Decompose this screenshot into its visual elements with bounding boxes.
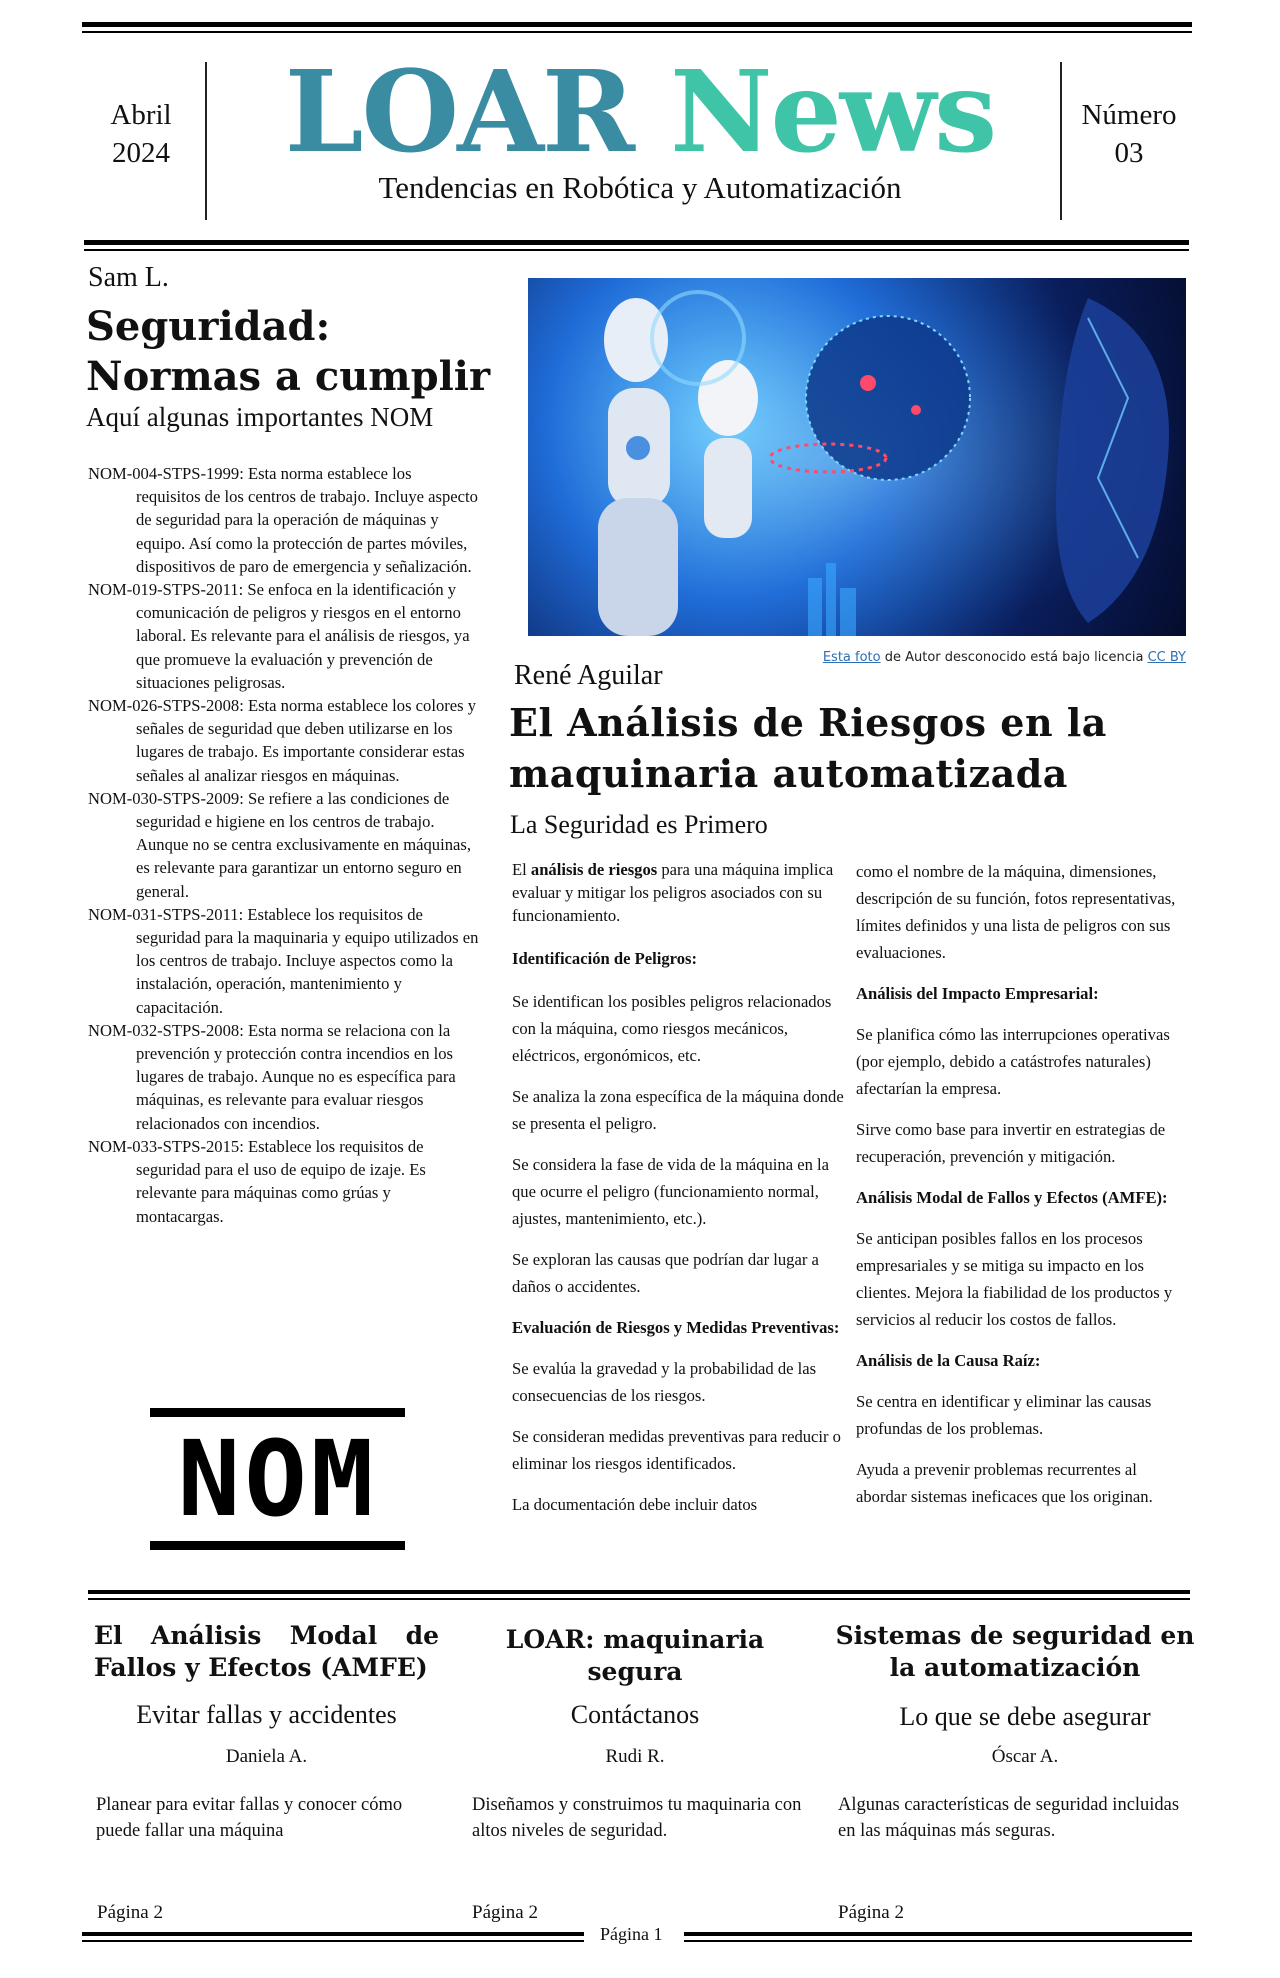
footer-page-number: Página 1 bbox=[600, 1924, 663, 1944]
footer-rule-right-thin bbox=[684, 1940, 1192, 1942]
left-article-subheadline: Aquí algunas importantes NOM bbox=[86, 402, 434, 432]
main-article-column-2: como el nombre de la máquina, dimensiones, descripción de su función, fotos representativas, límites definidos y una lista de peligros con sus evaluaciones. Análisis del Impacto Empresarial: Se planifica cómo las interrupciones operativas (por ejemplo, debido a catástrofes naturales) afectarían la empresa. Sirve como base para invertir en estrategias de recuperación, prevención y mitigación. Análisis Modal de Fallos y Efectos (AMFE): Se anticipan posibles fallos en los procesos empresariales y se mitiga su impacto en los clientes. Mejora la fiabilidad de los productos y servicios al reducir los costos de fallos. Análisis de la Causa Raíz: Se centra en identificar y eliminar las causas profundas de los problemas. Ayuda a prevenir problemas recurrentes al abordar sistemas ineficaces que los originan. bbox=[856, 862, 1176, 1506]
nom-logo-top-bar bbox=[150, 1408, 405, 1417]
robot-head-icon bbox=[604, 298, 668, 382]
top-rule-thick bbox=[82, 22, 1192, 27]
license-link[interactable]: CC BY bbox=[1147, 650, 1186, 665]
issue-number: Número 03 bbox=[1081, 99, 1177, 169]
list-item: NOM-030-STPS-2009: Se refiere a las condiciones de seguridad e higiene en los centros de trabajo. Aunque no se centra exclusivamente en máquinas, es relevante para garantizar un entorno seguro en general. bbox=[88, 788, 471, 901]
masthead-bottom-rule-thin bbox=[84, 249, 1189, 251]
teaser-title-sistemas: Sistemas de seguridad en la automatización bbox=[835, 1621, 1195, 1682]
teaser-sub-loar: Contáctanos bbox=[570, 1700, 700, 1729]
issue-date: Abril 2024 bbox=[110, 99, 172, 169]
teaser-body-loar: Diseñamos y construimos tu maquinaria con altos niveles de seguridad. bbox=[472, 1795, 802, 1841]
list-item: NOM-019-STPS-2011: Se enfoca en la identificación y comunicación de peligros y riesgos en el entorno laboral. Es relevante para el análisis de riesgos, ya que promueve la evaluación y prevención de situaciones peligrosas. bbox=[88, 580, 470, 692]
photo-credit: Esta foto de Autor desconocido está bajo licencia CC BY bbox=[822, 650, 1186, 665]
teaser-author-sistemas: Óscar A. bbox=[991, 1746, 1059, 1767]
footer-rule-left-thick bbox=[82, 1932, 584, 1936]
left-article-headline: Seguridad: Normas a cumplir bbox=[86, 303, 491, 400]
teaser-page-amfe: Página 2 bbox=[97, 1902, 163, 1923]
masthead-title-part2: News bbox=[670, 47, 996, 178]
list-item: NOM-026-STPS-2008: Esta norma establece los colores y señales de seguridad que deben utilizarse en los lugares de trabajo. Es importante considerar estas señales al analizar riesgos en máquinas. bbox=[88, 696, 477, 785]
nom-logo-bottom-bar bbox=[150, 1541, 405, 1550]
hero-robot-image bbox=[528, 278, 1186, 636]
list-item: NOM-033-STPS-2015: Establece los requisitos de seguridad para el uso de equipo de izaje. Es relevante para máquinas como grúas y montacargas. bbox=[88, 1136, 426, 1226]
masthead-tagline: Tendencias en Robótica y Automatización bbox=[378, 170, 902, 205]
bottom-section-rule-thick bbox=[88, 1590, 1190, 1594]
left-article-author: Sam L. bbox=[88, 262, 169, 293]
bottom-section-rule-thin bbox=[88, 1598, 1190, 1600]
masthead-divider-right bbox=[1060, 62, 1062, 220]
teaser-title-amfe: El Análisis Modal de Fallos y Efectos (AMFE) bbox=[94, 1621, 439, 1682]
main-article-column-1: El análisis de riesgos para una máquina implica evaluar y mitigar los peligros asociados con su funcionamiento. Identificación de Peligros: Se identifican los posibles peligros relacionados con la máquina, como riesgos mecánicos, eléctricos, ergonómicos, etc. Se analiza la zona específica de la máquina donde se presenta el peligro. Se considera la fase de vida de la máquina en la que ocurre el peligro (funcionamiento normal, ajustes, mantenimiento, etc.). Se exploran las causas que podrían dar lugar a daños o accidentes. Evaluación de Riesgos y Medidas Preventivas: Se evalúa la gravedad y la probabilidad de las consecuencias de los riesgos. Se consideran medidas preventivas para reducir o eliminar los riesgos identificados. La documentación debe incluir datos bbox=[512, 860, 844, 1514]
list-item: NOM-032-STPS-2008: Esta norma se relaciona con la prevención y protección contra incendios en los lugares de trabajo. Aunque no es específica para máquinas, es relevante para evaluar riesgos relacionados con incendios. bbox=[88, 1020, 456, 1133]
main-article-author: René Aguilar bbox=[514, 660, 663, 691]
main-article-headline: El Análisis de Riesgos en la maquinaria automatizada bbox=[509, 700, 1107, 796]
footer-rule-right-thick bbox=[684, 1932, 1192, 1936]
teaser-sub-sistemas: Lo que se debe asegurar bbox=[899, 1702, 1151, 1731]
top-rule-thin bbox=[82, 31, 1192, 33]
nom-logo bbox=[150, 1408, 405, 1550]
list-item: NOM-004-STPS-1999: Esta norma establece los requisitos de los centros de trabajo. Incluye aspecto de seguridad para la operación de máquinas y equipo. Así como la protección de partes móviles, dispositivos de paro de emergencia y señalización. bbox=[88, 464, 478, 576]
nom-logo-text: NOM bbox=[177, 1418, 378, 1540]
teaser-body-amfe: Planear para evitar fallas y conocer cómo puede fallar una máquina bbox=[96, 1795, 403, 1841]
footer-rule-left-thin bbox=[82, 1940, 584, 1942]
teaser-sub-amfe: Evitar fallas y accidentes bbox=[136, 1700, 397, 1729]
photo-credit-link[interactable]: Esta foto bbox=[822, 650, 881, 665]
teaser-page-sistemas: Página 2 bbox=[838, 1902, 904, 1923]
teaser-author-amfe: Daniela A. bbox=[225, 1746, 308, 1767]
masthead-title-part1: LOAR bbox=[284, 47, 634, 178]
teaser-body-sistemas: Algunas características de seguridad incluidas en las máquinas más seguras. bbox=[838, 1795, 1180, 1841]
masthead-title bbox=[210, 48, 1070, 178]
teaser-title-loar: LOAR: maquinaria segura bbox=[505, 1625, 765, 1686]
main-article-subheadline: La Seguridad es Primero bbox=[510, 810, 768, 839]
teaser-author-loar: Rudi R. bbox=[605, 1746, 665, 1767]
hero-illustration bbox=[528, 278, 1186, 636]
nom-standards-list bbox=[88, 462, 480, 1228]
teaser-page-loar: Página 2 bbox=[472, 1902, 538, 1923]
masthead-divider-left bbox=[205, 62, 207, 220]
list-item: NOM-031-STPS-2011: Establece los requisitos de seguridad para la maquinaria y equipo utilizados en los centros de trabajo. Incluye aspectos como la instalación, operación, mantenimiento y capacitación. bbox=[88, 904, 479, 1017]
masthead-bottom-rule-thick bbox=[84, 240, 1189, 245]
